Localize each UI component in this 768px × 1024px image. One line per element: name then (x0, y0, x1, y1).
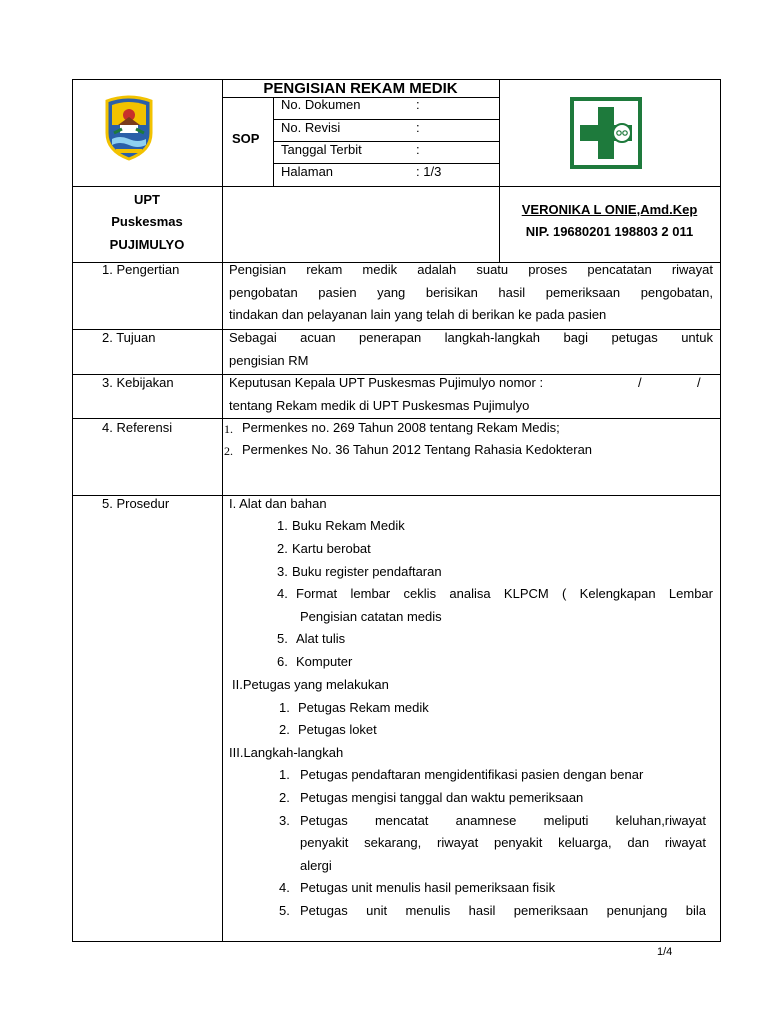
part3-item-2: Petugas mengisi tanggal dan waktu pemeriksaan (300, 790, 584, 805)
part2-item-1: Petugas Rekam medik (298, 700, 429, 715)
pengertian-line-2: pengobatan pasien yang berisikan hasil pemeriksaan pengobatan, (229, 285, 713, 300)
institution-line-name: PUJIMULYO (109, 237, 185, 252)
kebijakan-slash-2: / (697, 375, 701, 390)
page-number: 1/4 (657, 946, 673, 958)
kebijakan-slash-1: / (638, 375, 642, 390)
sop-label: SOP (232, 131, 260, 146)
part1-num-3: 3. (277, 564, 288, 579)
part3-item-3: Petugas mencatat anamnese meliputi keluhan,riwayat (300, 813, 706, 828)
field-no-dokumen-sep: : (416, 97, 420, 112)
field-halaman-label: Halaman (281, 164, 334, 179)
part2-num-1: 1. (279, 700, 290, 715)
part3-item-3-cont: penyakit sekarang, riwayat penyakit keluarga, dan riwayat (300, 835, 706, 850)
part1-num-2: 2. (277, 541, 288, 556)
part1-item-2: Kartu berobat (292, 541, 371, 556)
referensi-num-1: 1. (224, 422, 233, 436)
prosedur-part1-title: I. Alat dan bahan (229, 496, 327, 511)
part2-num-2: 2. (279, 722, 290, 737)
part2-item-2: Petugas loket (298, 722, 377, 737)
part3-item-5: Petugas unit menulis hasil pemeriksaan penunjang bila (300, 903, 706, 918)
signatory-nip: NIP. 19680201 198803 2 011 (525, 224, 694, 239)
part1-num-1: 1. (277, 518, 288, 533)
kebijakan-line-2: tentang Rekam medik di UPT Puskesmas Pujimulyo (229, 398, 530, 413)
section-label-pengertian: 1. Pengertian (102, 262, 180, 277)
section-label-tujuan: 2. Tujuan (102, 330, 156, 345)
document-title: PENGISIAN REKAM MEDIK (263, 80, 458, 97)
section-label-referensi: 4. Referensi (102, 420, 173, 435)
part3-num-1: 1. (279, 767, 290, 782)
signatory-name: VERONIKA L ONIE,Amd.Kep (521, 202, 698, 217)
part1-item-3: Buku register pendaftaran (292, 564, 442, 579)
field-no-dokumen-label: No. Dokumen (281, 97, 361, 112)
part1-num-5: 5. (277, 631, 288, 646)
institution-line-upt: UPT (134, 192, 160, 207)
part3-item-1: Petugas pendaftaran mengidentifikasi pasien dengan benar (300, 767, 644, 782)
tujuan-line-1: Sebagai acuan penerapan langkah-langkah bagi petugas untuk (229, 330, 713, 345)
part3-num-5: 5. (279, 903, 290, 918)
part3-item-4: Petugas unit menulis hasil pemeriksaan fisik (300, 880, 556, 895)
field-no-revisi-sep: : (416, 120, 420, 135)
part1-num-6: 6. (277, 654, 288, 669)
part3-num-2: 2. (279, 790, 290, 805)
part1-item-6: Komputer (296, 654, 353, 669)
part1-num-4: 4. (277, 586, 288, 601)
referensi-item-1: Permenkes no. 269 Tahun 2008 tentang Rekam Medis; (242, 420, 560, 435)
part1-item-1: Buku Rekam Medik (292, 518, 405, 533)
part3-num-4: 4. (279, 880, 290, 895)
field-tanggal-terbit-sep: : (416, 142, 420, 157)
pengertian-line-3: tindakan dan pelayanan lain yang telah di berikan ke pada pasien (229, 307, 607, 322)
regional-emblem-logo (104, 95, 154, 161)
institution-line-puskesmas: Puskesmas (111, 214, 183, 229)
prosedur-part2-title: II.Petugas yang melakukan (232, 677, 389, 692)
tujuan-line-2: pengisian RM (229, 353, 309, 368)
part3-item-3-cont-2: alergi (300, 858, 332, 873)
puskesmas-cross-logo (570, 97, 642, 169)
referensi-num-2: 2. (224, 444, 233, 458)
part1-item-4-cont: Pengisian catatan medis (300, 609, 442, 624)
part3-num-3: 3. (279, 813, 290, 828)
section-label-kebijakan: 3. Kebijakan (102, 375, 174, 390)
prosedur-part3-title: III.Langkah-langkah (229, 745, 344, 760)
section-label-prosedur: 5. Prosedur (102, 496, 170, 511)
field-tanggal-terbit-label: Tanggal Terbit (281, 142, 362, 157)
field-no-revisi-label: No. Revisi (281, 120, 341, 135)
field-halaman-value: : 1/3 (416, 164, 442, 179)
kebijakan-line-1: Keputusan Kepala UPT Puskesmas Pujimulyo nomor : (229, 375, 544, 390)
part1-item-4: Format lembar ceklis analisa KLPCM ( Kelengkapan Lembar (296, 586, 713, 601)
referensi-item-2: Permenkes No. 36 Tahun 2012 Tentang Rahasia Kedokteran (242, 442, 593, 457)
part1-item-5: Alat tulis (296, 631, 346, 646)
pengertian-line-1: Pengisian rekam medik adalah suatu proses pencatatan riwayat (229, 262, 713, 277)
